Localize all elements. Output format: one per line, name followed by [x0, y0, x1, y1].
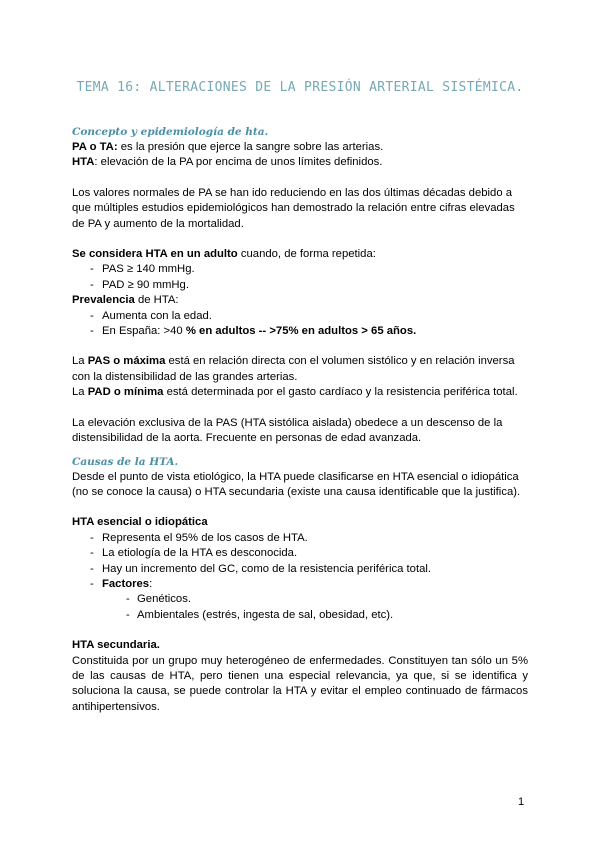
- elevacion-paragraph: La elevación exclusiva de la PAS (HTA sistólica aislada) obedece a un descenso de la distensibilidad de la aorta. Frecuente en personas de edad avanzada.: [72, 416, 503, 445]
- list-item: - PAS ≥ 140 mmHg.: [72, 262, 528, 277]
- factores-list: [72, 592, 528, 623]
- document-body: [72, 125, 528, 715]
- prevalencia-list: [72, 309, 528, 340]
- section-heading-causas: Causas de la HTA.: [72, 455, 179, 468]
- pa-definition: PA o TA: es la presión que ejerce la sangre sobre las arterias.: [72, 141, 384, 153]
- considera-line: Se considera HTA en un adulto cuando, de forma repetida:: [72, 248, 376, 261]
- secundaria-heading: HTA secundaria.: [72, 639, 160, 652]
- list-item: - Genéticos.: [72, 592, 528, 607]
- esencial-heading: HTA esencial o idiopática: [72, 516, 208, 529]
- list-item: - Factores:: [72, 577, 528, 592]
- causas-intro: Desde el punto de vista etiológico, la HTA puede clasificarse en HTA esencial o idiopática (no se conoce la causa) o HTA secundaria (existe una causa identificable que la justifica).: [72, 470, 521, 498]
- valores-paragraph: Los valores normales de PA se han ido reduciendo en las dos últimas décadas debido a que múltiples estudios epidemiológicos han demostrado la relación entre cifras elevadas de PA y aumento de la mortalidad.: [72, 186, 515, 230]
- criteria-list: [72, 262, 528, 293]
- esencial-list: [72, 531, 528, 593]
- pad-paragraph: La PAD o mínima está determinada por el gasto cardíaco y la resistencia periférica total.: [72, 386, 518, 399]
- list-item: - Aumenta con la edad.: [72, 309, 528, 324]
- secundaria-paragraph: Constituida por un grupo muy heterogéneo de enfermedades. Constituyen tan sólo un 5% de las causas de HTA, pero tienen una especial relevancia, ya que, si se identifica y soluciona la causa, se puede controlar la HTA y evitar el empleo continuado de fármacos antihipertensivos.: [72, 654, 528, 713]
- page-title: TEMA 16: ALTERACIONES DE LA PRESIÓN ARTERIAL SISTÉMICA.: [76, 80, 524, 95]
- list-item: - La etiología de la HTA es desconocida.: [72, 546, 528, 561]
- list-item: - PAD ≥ 90 mmHg.: [72, 278, 528, 293]
- prevalencia-line: Prevalencia de HTA:: [72, 294, 179, 307]
- list-item: - Representa el 95% de los casos de HTA.: [72, 531, 528, 546]
- hta-definition: HTA: elevación de la PA por encima de unos límites definidos.: [72, 156, 383, 169]
- list-item: - Ambientales (estrés, ingesta de sal, obesidad, etc).: [72, 608, 528, 623]
- list-item: - Hay un incremento del GC, como de la resistencia periférica total.: [72, 562, 528, 577]
- list-item: - En España: >40 % en adultos -- >75% en adultos > 65 años.: [72, 324, 528, 339]
- page-number: 1: [518, 796, 525, 808]
- pas-paragraph: La PAS o máxima está en relación directa con el volumen sistólico y en relación inversa con la distensibilidad de las grandes arterias.: [72, 355, 515, 383]
- section-heading-concepto: Concepto y epidemiología de hta.: [72, 126, 269, 138]
